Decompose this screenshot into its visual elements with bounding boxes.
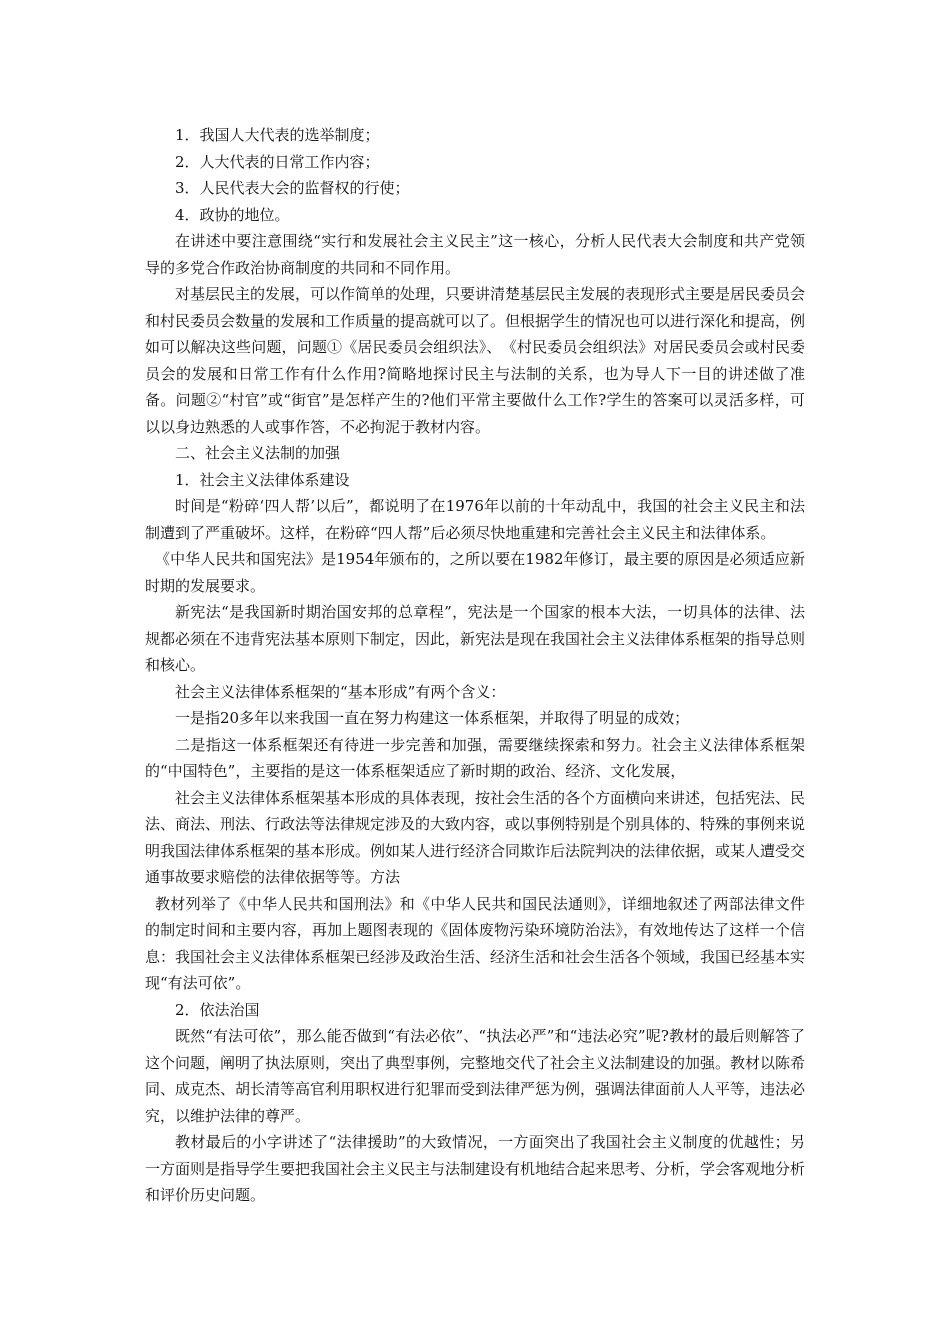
subheading-rule-of-law: 2．依法治国 [175,1000,260,1019]
paragraph-democracy-core: 在讲述中要注意围绕“实行和发展社会主义民主”这一核心，分析人民代表大会制度和共产党领导的多党合作政治协商制度的共同和不同作用。 [145,232,805,277]
document-page [145,122,805,1209]
paragraph-constitution-1954: 《中华人民共和国宪法》是1954年颁布的，之所以要在1982年修订，最主要的原因是必须适应新时期的发展要求。 [145,550,805,595]
paragraph-new-constitution: 新宪法“是我国新时期治国安邦的总章程”，宪法是一个国家的根本大法，一切具体的法律、法规都必须在不违背宪法基本原则下制定，因此，新宪法是现在我国社会主义法律体系框架的指导总则和核心。 [145,603,806,674]
paragraph-meaning-two: 二是指这一体系框架还有待进一步完善和加强，需要继续探索和努力。社会主义法律体系框架的“中国特色”，主要指的是这一体系框架适应了新时期的政治、经济、文化发展， [145,735,805,780]
list-item-election-system: 1．我国人大代表的选举制度； [175,126,380,144]
section-heading-legal-system: 二、社会主义法制的加强 [175,444,341,462]
paragraph-law-enforcement: 既然“有法可依”，那么能否做到“有法必依”、“执法必严”和“违法必究”呢?教材的最后则解答了这个问题，阐明了执法原则，突出了典型事例，完整地交代了社会主义法制建设的加强。教材以陈希同、成克杰、胡长清等高官利用职权进行犯罪而受到法律严惩为例，强调法律面前人人平等，违法必究，以维护法律的尊严。 [145,1027,806,1125]
paragraph-gang-of-four: 时间是“粉碎‘四人帮’以后”，都说明了在1976年以前的十年动乱中，我国的社会主义民主和法制遭到了严重破坏。这样，在粉碎“四人帮”后必须尽快地重建和完善社会主义民主和法律体系。 [145,497,805,542]
subheading-legal-framework: 1．社会主义法律体系建设 [175,470,350,489]
paragraph-grassroots-democracy: 对基层民主的发展，可以作简单的处理，只要讲清楚基层民主发展的表现形式主要是居民委员会和村民委员会数量的发展和工作质量的提高就可以了。但根据学生的情况也可以进行深化和提高，例如可以解决这些问题，问题①《居民委员会组织法》、 《村民委员会组织法》对居民委员会或村民委员会的发展和日常工作有什么作用?简略地探讨民主与法制的关系，也为导人下一目的讲述做了准备。问题②“村官”或“街官”是怎样产生的?他们平常主要做什么工作?学生的答案可以灵活多样，可以以身边熟悉的人或事作答，不必拘泥于教材内容。 [145,285,806,436]
list-item-deputy-daily-work: 2．人大代表的日常工作内容； [175,152,380,171]
paragraph-basic-formation: 社会主义法律体系框架的“基本形成”有两个含义： [175,682,506,701]
paragraph-meaning-one: 一是指20多年以来我国一直在努力构建这一体系框架，并取得了明显的成效； [175,709,690,727]
list-item-cppcc-status: 4．政协的地位。 [175,205,290,224]
paragraph-legal-aid: 教材最后的小字讲述了“法律援助”的大致情况，一方面突出了我国社会主义制度的优越性；另一方面则是指导学生要把我国社会主义民主与法制建设有机地结合起来思考、分析，学会客观地分析和评价历史问题。 [145,1133,806,1204]
paragraph-concrete-manifestation: 社会主义法律体系框架基本形成的具体表现，按社会生活的各个方面横向来讲述，包括宪法、民法、商法、刑法、行政法等法律规定涉及的大致内容，或以事例特别是个别具体的、特殊的事例来说明我国法律体系框架的基本形成。例如某人进行经济合同欺诈后法院判决的法律依据，或某人遭受交通事故要求赔偿的法律依据等等。方法 [145,788,806,886]
list-item-supervision-power: 3．人民代表大会的监督权的行使； [175,179,410,197]
paragraph-textbook-laws: 教材列举了《中华人民共和国刑法》和《中华人民共和国民法通则》，详细地叙述了两部法律文件的制定时间和主要内容，再加上题图表现的《固体废物污染环境防治法》，有效地传达了这样一个信息：我国社会主义法律体系框架已经涉及政治生活、经济生活和社会生活各个领域，我国已经基本实现“有法可依”。 [145,894,806,992]
